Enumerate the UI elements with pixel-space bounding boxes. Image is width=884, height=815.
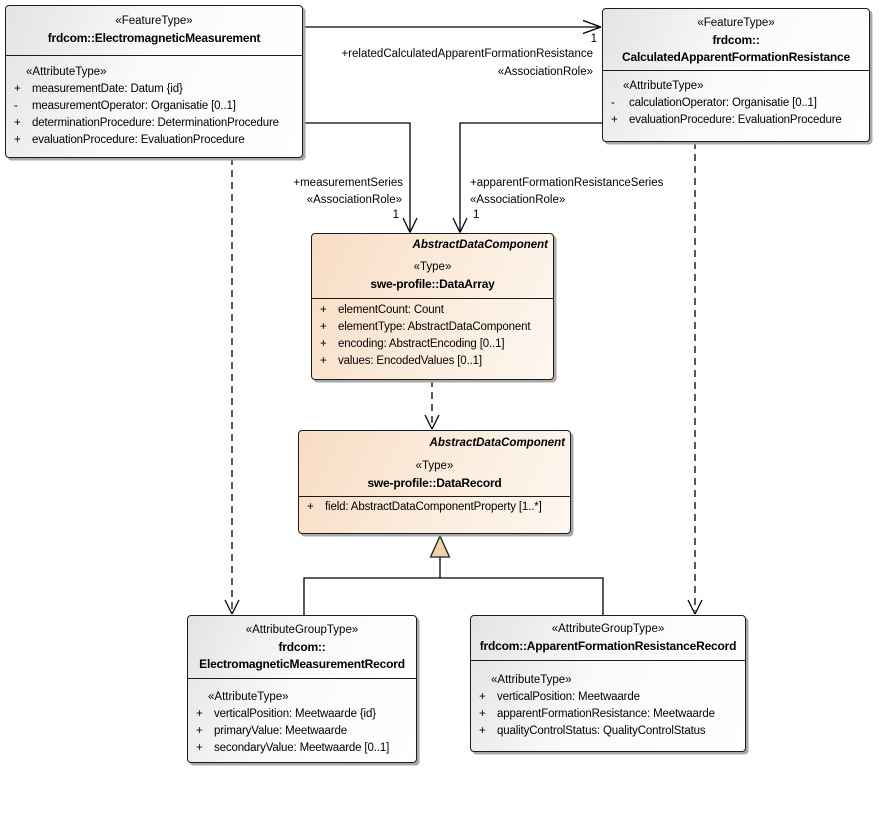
- dependency-em-to-em-record[interactable]: [225, 158, 239, 614]
- attribute-stereotype-label: «AttributeType»: [26, 66, 107, 78]
- attributes-compartment: [471, 661, 745, 740]
- attribute-row: - calculationOperator: Organisatie [0..1]: [611, 97, 817, 109]
- class-box-apparent-formation-resistance-record[interactable]: [470, 615, 746, 752]
- attribute-stereotype-label: «AttributeType»: [208, 691, 289, 703]
- attributes-compartment: [188, 679, 416, 757]
- attribute-stereotype-label: «AttributeType»: [623, 80, 704, 92]
- attribute-row: + determinationProcedure: DeterminationProcedure: [14, 117, 279, 129]
- attribute-stereotype-label: «AttributeType»: [491, 674, 572, 686]
- association-role-name: +measurementSeries: [293, 177, 403, 189]
- dependency-cafr-to-afr-record[interactable]: [688, 142, 702, 614]
- attribute-row: + encoding: AbstractEncoding [0..1]: [320, 338, 505, 350]
- class-header: [603, 9, 869, 71]
- class-box-electromagnetic-measurement-record[interactable]: [187, 615, 417, 763]
- class-box-electromagnetic-measurement[interactable]: [5, 5, 303, 158]
- class-name: CalculatedApparentFormationResistance: [622, 50, 850, 64]
- class-name: frdcom::: [712, 33, 760, 47]
- attributes-compartment: [6, 56, 302, 149]
- attribute-row: + measurementDate: Datum {id}: [14, 83, 183, 95]
- class-name: ElectromagneticMeasurementRecord: [199, 657, 405, 671]
- attribute-row: + field: AbstractDataComponentProperty [1..*]: [307, 501, 542, 513]
- stereotype-label: «AttributeGroupType»: [551, 623, 665, 635]
- class-header: [6, 6, 302, 56]
- class-header: [299, 431, 570, 497]
- class-header: [312, 234, 553, 299]
- attribute-row: + elementType: AbstractDataComponent: [320, 321, 531, 333]
- dependency-dataarray-to-datarecord[interactable]: [425, 380, 439, 429]
- association-related-calculated-apparent-formation-resistance[interactable]: [303, 21, 601, 34]
- stereotype-label: «Type»: [413, 261, 452, 273]
- class-name: swe-profile::DataArray: [370, 277, 495, 291]
- attribute-row: + elementCount: Count: [320, 304, 444, 316]
- association-role-name: +apparentFormationResistanceSeries: [470, 177, 664, 189]
- association-role-stereotype: «AssociationRole»: [306, 194, 402, 206]
- class-box-dataarray[interactable]: [311, 233, 554, 380]
- class-header: [471, 616, 745, 661]
- attribute-row: + evaluationProcedure: EvaluationProcedure: [611, 114, 842, 126]
- stereotype-label: «FeatureType»: [697, 17, 775, 29]
- open-arrowhead-icon: [225, 600, 239, 614]
- attribute-row: + qualityControlStatus: QualityControlStatus: [479, 725, 706, 737]
- stereotype-label: «Type»: [415, 460, 454, 472]
- open-arrowhead-icon: [688, 600, 702, 614]
- association-role-stereotype: «AssociationRole»: [497, 66, 593, 78]
- attribute-row: + verticalPosition: Meetwaarde {id}: [196, 708, 376, 720]
- class-name: swe-profile::DataRecord: [367, 476, 502, 490]
- multiplicity-label: 1: [392, 209, 399, 221]
- open-arrowhead-icon: [453, 218, 467, 233]
- attribute-row: + secondaryValue: Meetwaarde [0..1]: [196, 742, 390, 754]
- class-header: [188, 616, 416, 679]
- open-arrowhead-icon: [403, 218, 417, 233]
- class-name: frdcom::ElectromagneticMeasurement: [47, 31, 261, 45]
- attribute-row: + values: EncodedValues [0..1]: [320, 355, 482, 367]
- attribute-row: + verticalPosition: Meetwaarde: [479, 691, 640, 703]
- multiplicity-label: 1: [590, 33, 597, 45]
- stereotype-label: «FeatureType»: [115, 15, 193, 27]
- class-name: frdcom::ApparentFormationResistanceRecord: [479, 639, 737, 653]
- attribute-row: + evaluationProcedure: EvaluationProcedure: [14, 134, 245, 146]
- stereotype-label: «AttributeGroupType»: [245, 624, 359, 636]
- class-box-calculated-apparent-formation-resistance[interactable]: [602, 8, 870, 142]
- open-arrowhead-icon: [425, 415, 439, 429]
- association-role-stereotype: «AssociationRole»: [470, 194, 566, 206]
- generalization-records-to-datarecord[interactable]: [304, 536, 603, 615]
- attributes-compartment: [312, 299, 553, 370]
- association-role-name: +relatedCalculatedApparentFormationResistance: [341, 48, 593, 60]
- class-box-datarecord[interactable]: [298, 430, 571, 534]
- attribute-row: + primaryValue: Meetwaarde: [196, 725, 347, 737]
- multiplicity-label: 1: [473, 209, 480, 221]
- attributes-compartment: [299, 497, 570, 516]
- class-name: frdcom::: [278, 640, 326, 654]
- parent-class-label: AbstractDataComponent: [429, 437, 565, 449]
- parent-class-label: AbstractDataComponent: [412, 239, 548, 251]
- attribute-row: + apparentFormationResistance: Meetwaarde: [479, 708, 715, 720]
- attribute-row: - measurementOperator: Organisatie [0..1]: [14, 100, 236, 112]
- generalization-triangle-icon: [431, 536, 450, 557]
- attributes-compartment: [603, 71, 869, 129]
